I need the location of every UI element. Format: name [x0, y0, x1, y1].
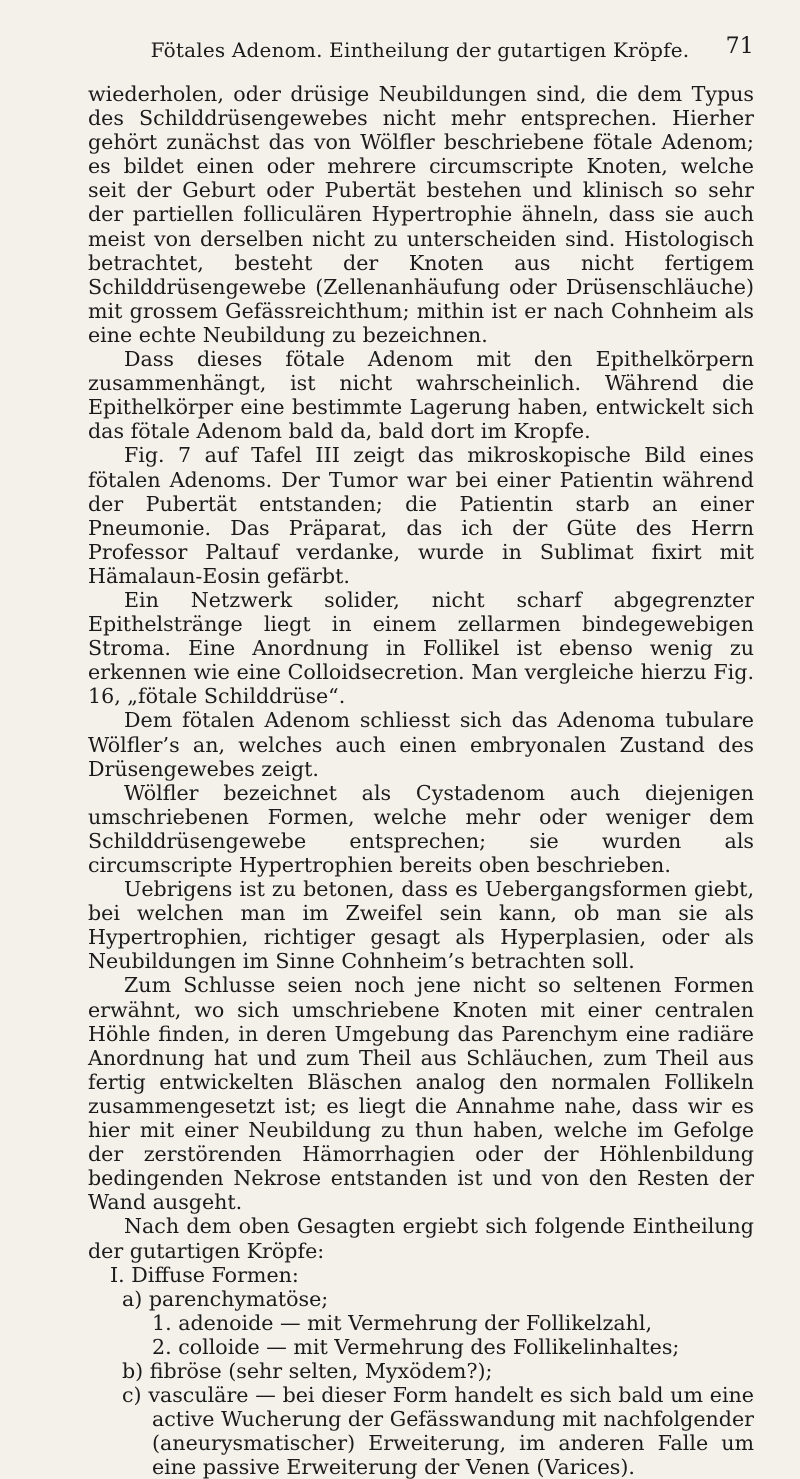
body-text: [88, 82, 754, 1479]
classification-list: [88, 1263, 754, 1479]
paragraph: Zum Schlusse seien noch jene nicht so seltenen Formen erwähnt, wo sich umschriebene Knoten mit einer centralen Höhle finden, in deren Umgebung das Parenchym eine radiäre Anordnung hat und zum Theil aus Schläuchen, zum Theil aus fertig entwickelten Bläschen analog den normalen Follikeln zusammengesetzt ist; es liegt die Annahme nahe, dass wir es hier mit einer Neubildung zu thun haben, welche im Gefolge der zerstörenden Hämorrhagien oder der Höhlenbildung bedingenden Nekrose entstanden ist und von den Resten der Wand ausgeht.: [88, 973, 754, 1215]
list-item: 2. colloide — mit Vermehrung des Follikelinhaltes;: [152, 1334, 680, 1359]
paragraph: Wölfler bezeichnet als Cystadenom auch diejenigen umschriebenen Formen, welche mehr oder weniger dem Schilddrüsengewebe entsprechen; sie wurden als circumscripte Hypertrophien bereits oben beschrieben.: [88, 780, 754, 877]
running-title: Fötales Adenom. Eintheilung der gutartigen Kröpfe.: [150, 38, 690, 62]
list-heading: I. Diffuse Formen:: [110, 1262, 299, 1287]
list-item: b) fibröse (sehr selten, Myxödem?);: [122, 1358, 493, 1383]
paragraph: Nach dem oben Gesagten ergiebt sich folgende Eintheilung der gutartigen Kröpfe:: [88, 1214, 754, 1263]
paragraph: Uebrigens ist zu betonen, dass es Uebergangsformen giebt, bei welchen man im Zweifel sein kann, ob man sie als Hypertrophien, richtiger gesagt als Hyperplasien, oder als Neubildungen im Sinne Cohnheim’s betrachten soll.: [88, 877, 754, 974]
paragraph: Ein Netzwerk solider, nicht scharf abgegrenzter Epithelstränge liegt in einem zellarmen bindegewebigen Stroma. Eine Anordnung in Follikel ist ebenso wenig zu erkennen wie eine Colloidsecretion. Man vergleiche hierzu Fig. 16, „fötale Schilddrüse“.: [88, 587, 754, 709]
page-number: 71: [725, 34, 754, 59]
list-item: c) vasculäre — bei dieser Form handelt es sich bald um eine active Wucherung der Gefässwandung mit nachfolgender (aneurysmatischer) Erweiterung, im anderen Falle um eine passive Erweiterung der Venen (Varices).: [122, 1383, 754, 1479]
paragraph: Dass dieses fötale Adenom mit den Epithelkörpern zusammenhängt, ist nicht wahrscheinlich. Während die Epithelkörper eine bestimmte Lagerung haben, entwickelt sich das fötale Adenom bald da, bald dort im Kropfe.: [88, 347, 754, 444]
paragraph: wiederholen, oder drüsige Neubildungen sind, die dem Typus des Schilddrüsengewebes nicht mehr entsprechen. Hierher gehört zunächst das von Wölfler beschriebene fötale Adenom; es bildet einen oder mehrere circumscripte Knoten, welche seit der Geburt oder Pubertät bestehen und klinisch so sehr der partiellen folliculären Hypertrophie ähneln, dass sie auch meist von derselben nicht zu unterscheiden sind. Histologisch betrachtet, besteht der Knoten aus nicht fertigem Schilddrüsengewebe (Zellenanhäufung oder Drüsenschläuche) mit grossem Gefässreichthum; mithin ist er nach Cohnheim als eine echte Neubildung zu bezeichnen.: [88, 82, 754, 347]
paragraph: Dem fötalen Adenom schliesst sich das Adenoma tubulare Wölfler’s an, welches auch einen embryonalen Zustand des Drüsengewebes zeigt.: [88, 708, 754, 781]
running-header: [86, 34, 754, 64]
list-item: a) parenchymatöse;: [122, 1286, 329, 1311]
paragraph: Fig. 7 auf Tafel III zeigt das mikroskopische Bild eines fötalen Adenoms. Der Tumor war bei einer Patientin während der Pubertät entstanden; die Patientin starb an einer Pneumonie. Das Präparat, das ich der Güte des Herrn Professor Paltauf verdanke, wurde in Sublimat fixirt mit Hämalaun-Eosin gefärbt.: [88, 443, 754, 588]
list-item: 1. adenoide — mit Vermehrung der Follikelzahl,: [152, 1310, 653, 1335]
